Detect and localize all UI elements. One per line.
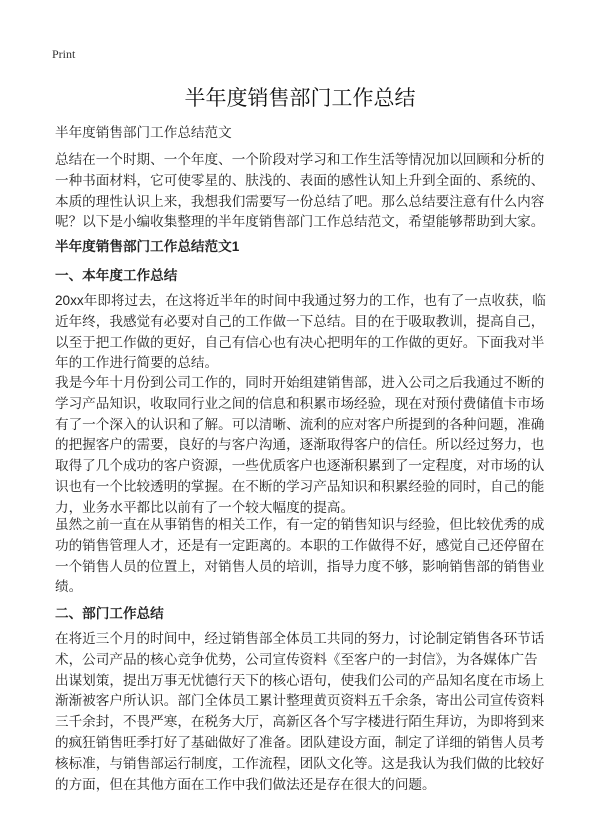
text-line: 总结在一个时期、一个年度、一个阶段对学习和工作生活等情况加以回顾和分析的 bbox=[55, 152, 545, 167]
section-heading-2: 二、部门工作总结 bbox=[55, 606, 164, 621]
text-line: 的方面，但在其他方面在工作中我们做法还是存在很大的问题。 bbox=[55, 776, 436, 792]
text-line: 以至于把工作做的更好，自己有信心也有决心把明年的工作做的更好。下面我对半 bbox=[55, 334, 545, 350]
text-line: 识也有一个比较透明的掌握。在不断的学习产品知识和积累经验的同时，自己的能 bbox=[55, 478, 545, 494]
text-line: 有了一个深入的认识和了解。可以清晰、流利的应对客户所提到的各种问题，准确 bbox=[55, 416, 545, 432]
intro-paragraph bbox=[55, 150, 544, 233]
text-line: 渐渐被客户所认识。部门全体员工累计整理黄页资料五千余条，寄出公司宣传资料 bbox=[55, 693, 545, 709]
text-line: 术，公司产品的核心竞争优势，公司宣传资料《至客户的一封信》，为各媒体广告 bbox=[55, 651, 538, 667]
text-line: 在将近三个月的时间中，经过销售部全体员工共同的努力，讨论制定销售各环节话 bbox=[55, 631, 545, 646]
text-line: 年的工作进行简要的总结。 bbox=[55, 355, 219, 371]
text-line: 取得了几个成功的客户资源，一些优质客户也逐渐积累到了一定程度，对市场的认 bbox=[55, 458, 545, 474]
text-line: 本质的理性认识上来，我想我们需要写一份总结了吧。那么总结要注意有什么内容 bbox=[55, 193, 545, 209]
document-title: 半年度销售部门工作总结 bbox=[184, 87, 416, 110]
text-line: 我是今年十月份到公司工作的，同时开始组建销售部，进入公司之后我通过不断的 bbox=[55, 375, 545, 390]
text-line: 近年终，我感觉有必要对自己的工作做一下总结。目的在于吸取教训，提高自己， bbox=[55, 313, 545, 329]
paragraph-3 bbox=[55, 373, 544, 519]
text-line: 虽然之前一直在从事销售的相关工作，有一定的销售知识与经验，但比较优秀的成 bbox=[55, 517, 545, 532]
document-subtitle: 半年度销售部门工作总结范文 bbox=[55, 125, 232, 140]
paragraph-5 bbox=[55, 629, 544, 795]
section-heading-1: 一、本年度工作总结 bbox=[55, 268, 178, 283]
text-line: 一个销售人员的位置上，对销售人员的培训，指导力度不够，影响销售部的销售业 bbox=[55, 558, 545, 574]
text-line: 呢？以下是小编收集整理的半年度销售部门工作总结范文，希望能够帮助到大家。 bbox=[55, 214, 545, 230]
text-line: 三千余封，不畏严寒，在税务大厅，高新区各个写字楼进行陌生拜访，为即将到来 bbox=[55, 714, 545, 730]
article-heading: 半年度销售部门工作总结范文1 bbox=[55, 239, 240, 254]
text-line: 力，业务水平都比以前有了一个较大幅度的提高。 bbox=[55, 499, 355, 515]
paragraph-2 bbox=[55, 291, 546, 374]
text-line: 的把握客户的需要，良好的与客户沟通，逐渐取得客户的信任。所以经过努力，也 bbox=[55, 437, 545, 453]
text-line: 的疯狂销售旺季打好了基础做好了准备。团队建设方面，制定了详细的销售人员考 bbox=[55, 734, 545, 750]
text-line: 核标准，与销售部运行制度，工作流程，团队文化等。这是我认为我们做的比较好 bbox=[55, 755, 545, 771]
print-link[interactable]: Print bbox=[52, 47, 76, 61]
text-line: 一种书面材料，它可使零星的、肤浅的、表面的感性认知上升到全面的、系统的、 bbox=[55, 172, 545, 188]
text-line: 绩。 bbox=[55, 579, 83, 595]
paragraph-4 bbox=[55, 515, 544, 598]
text-line: 学习产品知识，收取同行业之间的信息和积累市场经验，现在对预付费储值卡市场 bbox=[55, 395, 545, 411]
text-line: 20xx年即将过去，在这将近半年的时间中我通过努力的工作，也有了一点收获，临 bbox=[55, 293, 546, 308]
text-line: 功的销售管理人才，还是有一定距离的。本职的工作做得不好，感觉自己还停留在 bbox=[55, 537, 545, 553]
text-line: 出谋划策，提出万事无忧德行天下的核心语句，使我们公司的产品知名度在市场上 bbox=[55, 672, 545, 688]
